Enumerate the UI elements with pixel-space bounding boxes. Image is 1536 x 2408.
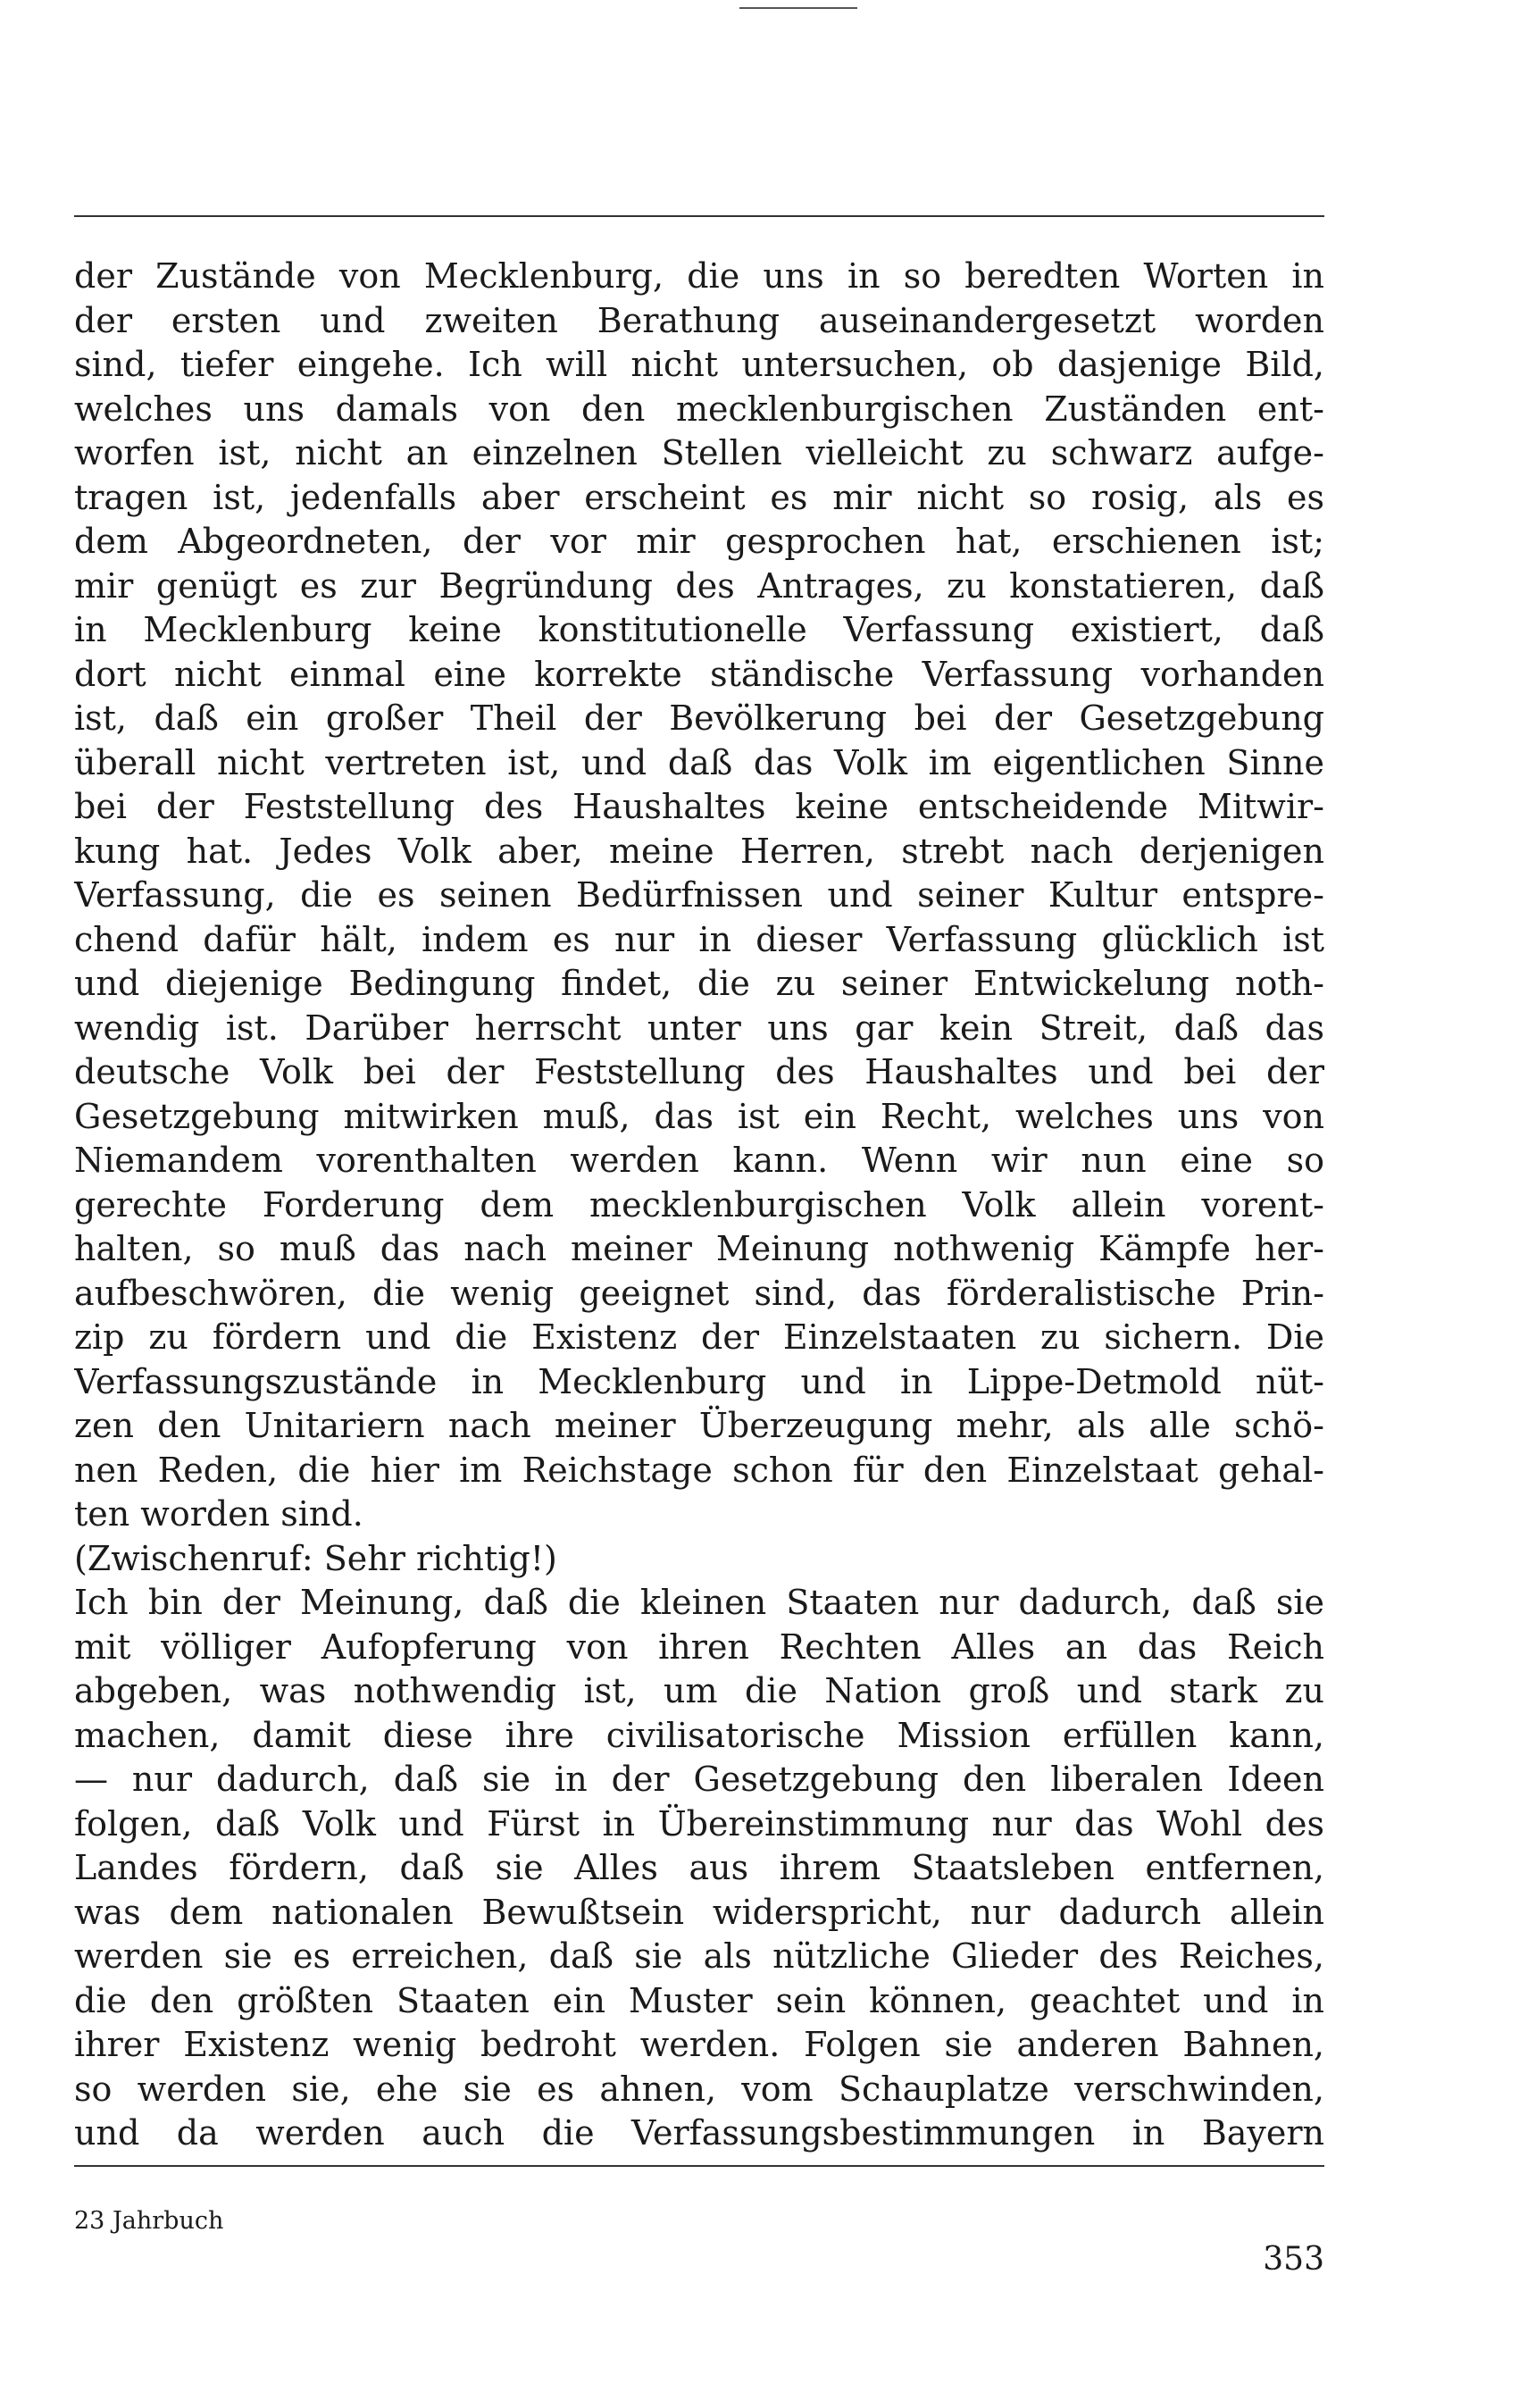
text-line: folgen, daß Volk und Fürst in Übereinstimmung nur das Wohl des — [74, 1803, 1324, 1844]
text-line: dort nicht einmal eine korrekte ständische Verfassung vorhanden — [74, 654, 1324, 694]
text-line: sind, tiefer eingehe. Ich will nicht untersuchen, ob dasjenige Bild, — [74, 345, 1324, 384]
text-line: worfen ist, nicht an einzelnen Stellen vielleicht zu schwarz aufge- — [74, 433, 1324, 472]
text-line: dem Abgeordneten, der vor mir gesprochen hat, erschienen ist; — [74, 522, 1324, 561]
text-line: bei der Feststellung des Haushaltes keine entscheidende Mitwir- — [74, 787, 1324, 826]
text-line: mir genügt es zur Begründung des Antrages, zu konstatieren, daß — [74, 565, 1324, 606]
text-line: Gesetzgebung mitwirken muß, das ist ein Recht, welches uns von — [74, 1096, 1324, 1136]
text-line: welches uns damals von den mecklenburgischen Zuständen ent- — [74, 389, 1324, 429]
text-line: wendig ist. Darüber herrscht unter uns gar kein Streit, daß das — [74, 1008, 1324, 1048]
text-line: Verfassungszustände in Mecklenburg und in Lippe-Detmold nüt- — [74, 1361, 1324, 1401]
text-line: ist, daß ein großer Theil der Bevölkerung bei der Gesetzgebung — [74, 698, 1324, 738]
text-line: ihrer Existenz wenig bedroht werden. Folgen sie anderen Bahnen, — [74, 2025, 1324, 2064]
text-line: zip zu fördern und die Existenz der Einzelstaaten zu sichern. Die — [74, 1317, 1324, 1357]
header-rule — [74, 215, 1324, 217]
footer-rule — [74, 2165, 1324, 2167]
text-line: — nur dadurch, daß sie in der Gesetzgebung den liberalen Ideen — [74, 1760, 1324, 1799]
text-line: die den größten Staaten ein Muster sein können, geachtet und in — [74, 1980, 1324, 2020]
text-line: so werden sie, ehe sie es ahnen, vom Schauplatze verschwinden, — [74, 2069, 1324, 2109]
text-line: zen den Unitariern nach meiner Überzeugung mehr, als alle schö- — [74, 1406, 1324, 1445]
text-line: nen Reden, die hier im Reichstage schon für den Einzelstaat gehal- — [74, 1450, 1324, 1490]
text-line: chend dafür hält, indem es nur in dieser Verfassung glücklich ist — [74, 919, 1324, 959]
text-line: machen, damit diese ihre civilisatorische Mission erfüllen kann, — [74, 1715, 1324, 1755]
signature-mark: 23 Jahrbuch — [74, 2207, 224, 2235]
text-line: Niemandem vorenthalten werden kann. Wenn wir nun eine so — [74, 1141, 1324, 1180]
text-line: halten, so muß das nach meiner Meinung nothwenig Kämpfe her- — [74, 1229, 1324, 1268]
text-line: der Zustände von Mecklenburg, die uns in so beredten Worten in — [74, 256, 1324, 296]
text-line: tragen ist, jedenfalls aber erscheint es mir nicht so rosig, als es — [74, 477, 1324, 517]
text-line: ten worden sind. — [74, 1494, 363, 1534]
page-number: 353 — [1263, 2241, 1324, 2278]
text-line: mit völliger Aufopferung von ihren Rechten Alles an das Reich — [74, 1626, 1324, 1667]
text-line: Landes fördern, daß sie Alles aus ihrem Staatsleben entfernen, — [74, 1848, 1324, 1887]
text-line: und diejenige Bedingung findet, die zu seiner Entwickelung noth- — [74, 964, 1324, 1003]
body-text — [74, 255, 1324, 2156]
text-line: überall nicht vertreten ist, und daß das Volk im eigentlichen Sinne — [74, 742, 1324, 782]
text-line: was dem nationalen Bewußtsein widerspricht, nur dadurch allein — [74, 1892, 1324, 1932]
text-line: Ich bin der Meinung, daß die kleinen Staaten nur dadurch, daß sie — [74, 1583, 1324, 1622]
text-line: in Mecklenburg keine konstitutionelle Verfassung existiert, daß — [74, 610, 1324, 649]
text-line: werden sie es erreichen, daß sie als nützliche Glieder des Reiches, — [74, 1936, 1324, 1976]
text-line: Verfassung, die es seinen Bedürfnissen und seiner Kultur entspre- — [74, 875, 1324, 915]
text-line: und da werden auch die Verfassungsbestimmungen in Bayern — [74, 2113, 1324, 2153]
text-line: abgeben, was nothwendig ist, um die Nation groß und stark zu — [74, 1671, 1324, 1710]
text-line: aufbeschwören, die wenig geeignet sind, das förderalistische Prin- — [74, 1273, 1324, 1313]
text-line: der ersten und zweiten Berathung auseinandergesetzt worden — [74, 300, 1324, 340]
text-line: deutsche Volk bei der Feststellung des Haushaltes und bei der — [74, 1052, 1324, 1091]
text-line: gerechte Forderung dem mecklenburgischen Volk allein vorent- — [74, 1184, 1324, 1225]
top-edge-mark — [739, 7, 857, 9]
text-line: (Zwischenruf: Sehr richtig!) — [74, 1538, 557, 1578]
text-line: kung hat. Jedes Volk aber, meine Herren, strebt nach derjenigen — [74, 831, 1324, 871]
